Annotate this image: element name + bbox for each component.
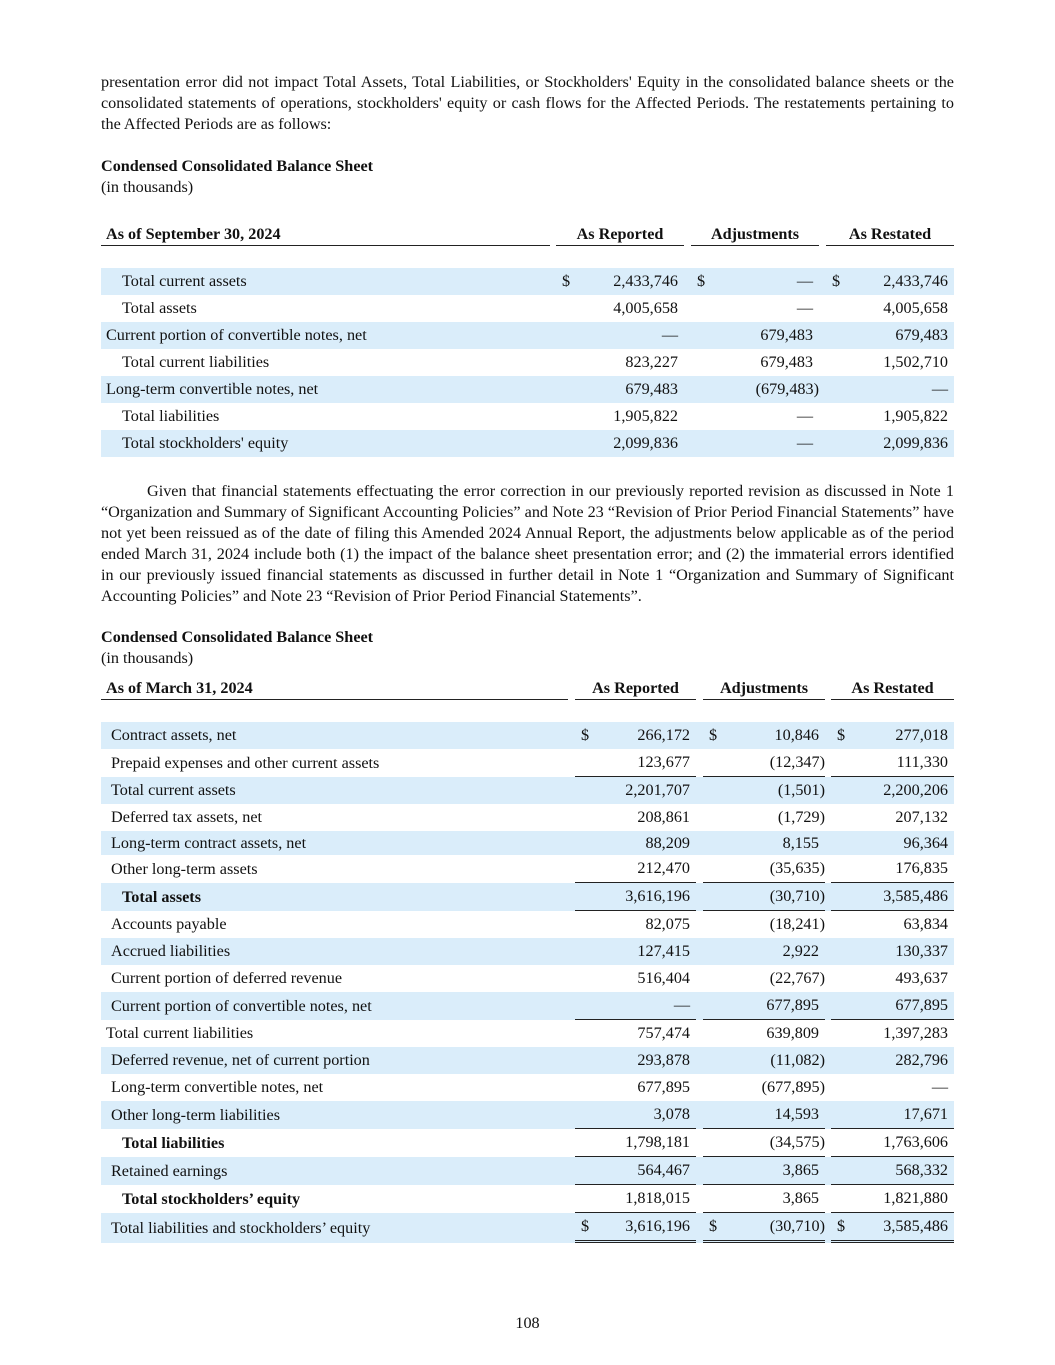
row-label: Current portion of deferred revenue <box>111 969 343 987</box>
table-row: Accrued liabilities 127,415 2,922 130,337 <box>101 938 954 965</box>
table2-subtitle: (in thousands) <box>101 649 194 667</box>
row-label: Total liabilities <box>122 407 220 425</box>
column-header-as-restated: As Restated <box>831 678 954 700</box>
column-header-as-reported: As Reported <box>575 678 696 700</box>
column-header-period: As of September 30, 2024 <box>101 224 550 246</box>
row-label: Other long-term assets <box>111 859 258 878</box>
table-row: Long-term convertible notes, net 679,483 (679,483) — <box>101 376 954 403</box>
row-label: Long-term contract assets, net <box>101 831 568 855</box>
table-row: Total assets 3,616,196 (30,710) 3,585,486 <box>101 883 954 911</box>
currency-symbol: $ <box>703 722 723 749</box>
table-row: Current portion of convertible notes, net — 677,895 677,895 <box>101 992 954 1020</box>
row-label: Prepaid expenses and other current assets <box>111 753 380 772</box>
column-header-adjustments: Adjustments <box>691 224 819 246</box>
table2-title: Condensed Consolidated Balance Sheet <box>101 628 374 646</box>
balance-sheet-sep-2024 <box>101 224 954 457</box>
table-row: Total stockholders’ equity 1,818,015 3,865 1,821,880 <box>101 1185 954 1213</box>
row-label: Other long-term liabilities <box>101 1101 568 1129</box>
row-label: Current portion of convertible notes, net <box>101 992 568 1020</box>
table-header-row <box>101 224 954 246</box>
currency-symbol: $ <box>826 268 850 295</box>
row-label: Total stockholders’ equity <box>122 1189 301 1208</box>
table-row: Retained earnings 564,467 3,865 568,332 <box>101 1157 954 1185</box>
table-row: Contract assets, net $ 266,172 $ 10,846 $ 277,018 <box>101 722 954 749</box>
row-label: Total current assets <box>101 777 568 804</box>
currency-symbol: $ <box>691 268 715 295</box>
column-header-as-restated: As Restated <box>826 224 954 246</box>
table-row: Total stockholders' equity 2,099,836 — 2,099,836 <box>101 430 954 457</box>
intro-paragraph: presentation error did not impact Total Assets, Total Liabilities, or Stockholders' Equity in the consolidated balance sheets or the consolidated statements of operations, stockholders' equity or cash flows for the Affected Periods. The restatements pertaining to the Affected Periods are as follows: <box>101 73 954 133</box>
row-label: Deferred tax assets, net <box>111 808 263 826</box>
document-page <box>101 72 954 1243</box>
currency-symbol: $ <box>831 722 851 749</box>
table-row: Total liabilities and stockholders’ equity $ 3,616,196 $ (30,710) $ 3,585,486 <box>101 1213 954 1243</box>
row-label: Total current liabilities <box>122 353 270 371</box>
table-header-row <box>101 678 954 700</box>
row-label: Accrued liabilities <box>101 938 568 965</box>
table-row: Total current liabilities 757,474 639,809 1,397,283 <box>101 1020 954 1047</box>
table-row: Total assets 4,005,658 — 4,005,658 <box>101 295 954 322</box>
table-row: Total current assets 2,201,707 (1,501) 2,200,206 <box>101 777 954 804</box>
column-header-adjustments: Adjustments <box>703 678 825 700</box>
table-row: Total liabilities 1,798,181 (34,575) 1,763,606 <box>101 1129 954 1157</box>
row-label: Total liabilities <box>122 1133 225 1152</box>
middle-paragraph: Given that financial statements effectuating the error correction in our previously reported revision as discussed in Note 1 “Organization and Summary of Significant Accounting Policies” and Note 23 “Revision of Prior Period Financial Statements” have not yet been reissued as of the date of filing this Amended 2024 Annual Report, the adjustments below applicable as of the period ended March 31, 2024 include both (1) the impact of the balance sheet presentation error; and (2) the immaterial errors identified in our previously issued financial statements as discussed in further detail in Note 1 “Organization and Summary of Significant Accounting Policies” and Note 23 “Revision of Prior Period Financial Statements”. <box>101 482 954 605</box>
table-row: Long-term convertible notes, net 677,895 (677,895) — <box>101 1074 954 1101</box>
table-row: Long-term contract assets, net 88,209 8,155 96,364 <box>101 831 954 855</box>
row-label: Total liabilities and stockholders’ equity <box>101 1213 568 1243</box>
currency-symbol: $ <box>831 1213 851 1243</box>
table-row: Prepaid expenses and other current assets 123,677 (12,347) 111,330 <box>101 749 954 777</box>
row-label: Total stockholders' equity <box>101 430 550 457</box>
currency-symbol: $ <box>703 1213 723 1243</box>
table-row: Total current assets $ 2,433,746 $ — $ 2,433,746 <box>101 268 954 295</box>
table1-title: Condensed Consolidated Balance Sheet <box>101 157 374 175</box>
row-label: Total assets <box>122 299 197 317</box>
row-label: Deferred revenue, net of current portion <box>101 1047 568 1074</box>
row-label: Contract assets, net <box>101 722 568 749</box>
table-row: Total liabilities 1,905,822 — 1,905,822 <box>101 403 954 430</box>
table-row: Other long-term assets 212,470 (35,635) 176,835 <box>101 855 954 883</box>
table-row: Current portion of deferred revenue 516,404 (22,767) 493,637 <box>101 965 954 992</box>
currency-symbol: $ <box>556 268 580 295</box>
row-label: Total current assets <box>101 268 550 295</box>
row-label: Retained earnings <box>101 1157 568 1185</box>
row-label: Long-term convertible notes, net <box>111 1078 324 1096</box>
page-number: 108 <box>515 1314 540 1332</box>
currency-symbol: $ <box>575 722 595 749</box>
row-label: Total assets <box>101 883 568 911</box>
column-header-period: As of March 31, 2024 <box>101 678 568 700</box>
table-row: Current portion of convertible notes, net — 679,483 679,483 <box>101 322 954 349</box>
table-row: Other long-term liabilities 3,078 14,593 17,671 <box>101 1101 954 1129</box>
table-row: Deferred revenue, net of current portion 293,878 (11,082) 282,796 <box>101 1047 954 1074</box>
row-label: Total current liabilities <box>106 1024 254 1042</box>
row-label: Current portion of convertible notes, net <box>101 322 550 349</box>
table-row: Deferred tax assets, net 208,861 (1,729) 207,132 <box>101 804 954 831</box>
balance-sheet-mar-2024 <box>101 678 954 1243</box>
currency-symbol: $ <box>575 1213 595 1243</box>
row-label: Accounts payable <box>111 915 227 933</box>
table1-subtitle: (in thousands) <box>101 178 194 196</box>
column-header-as-reported: As Reported <box>556 224 684 246</box>
table-row: Accounts payable 82,075 (18,241) 63,834 <box>101 911 954 938</box>
table-row: Total current liabilities 823,227 679,483 1,502,710 <box>101 349 954 376</box>
row-label: Long-term convertible notes, net <box>101 376 550 403</box>
